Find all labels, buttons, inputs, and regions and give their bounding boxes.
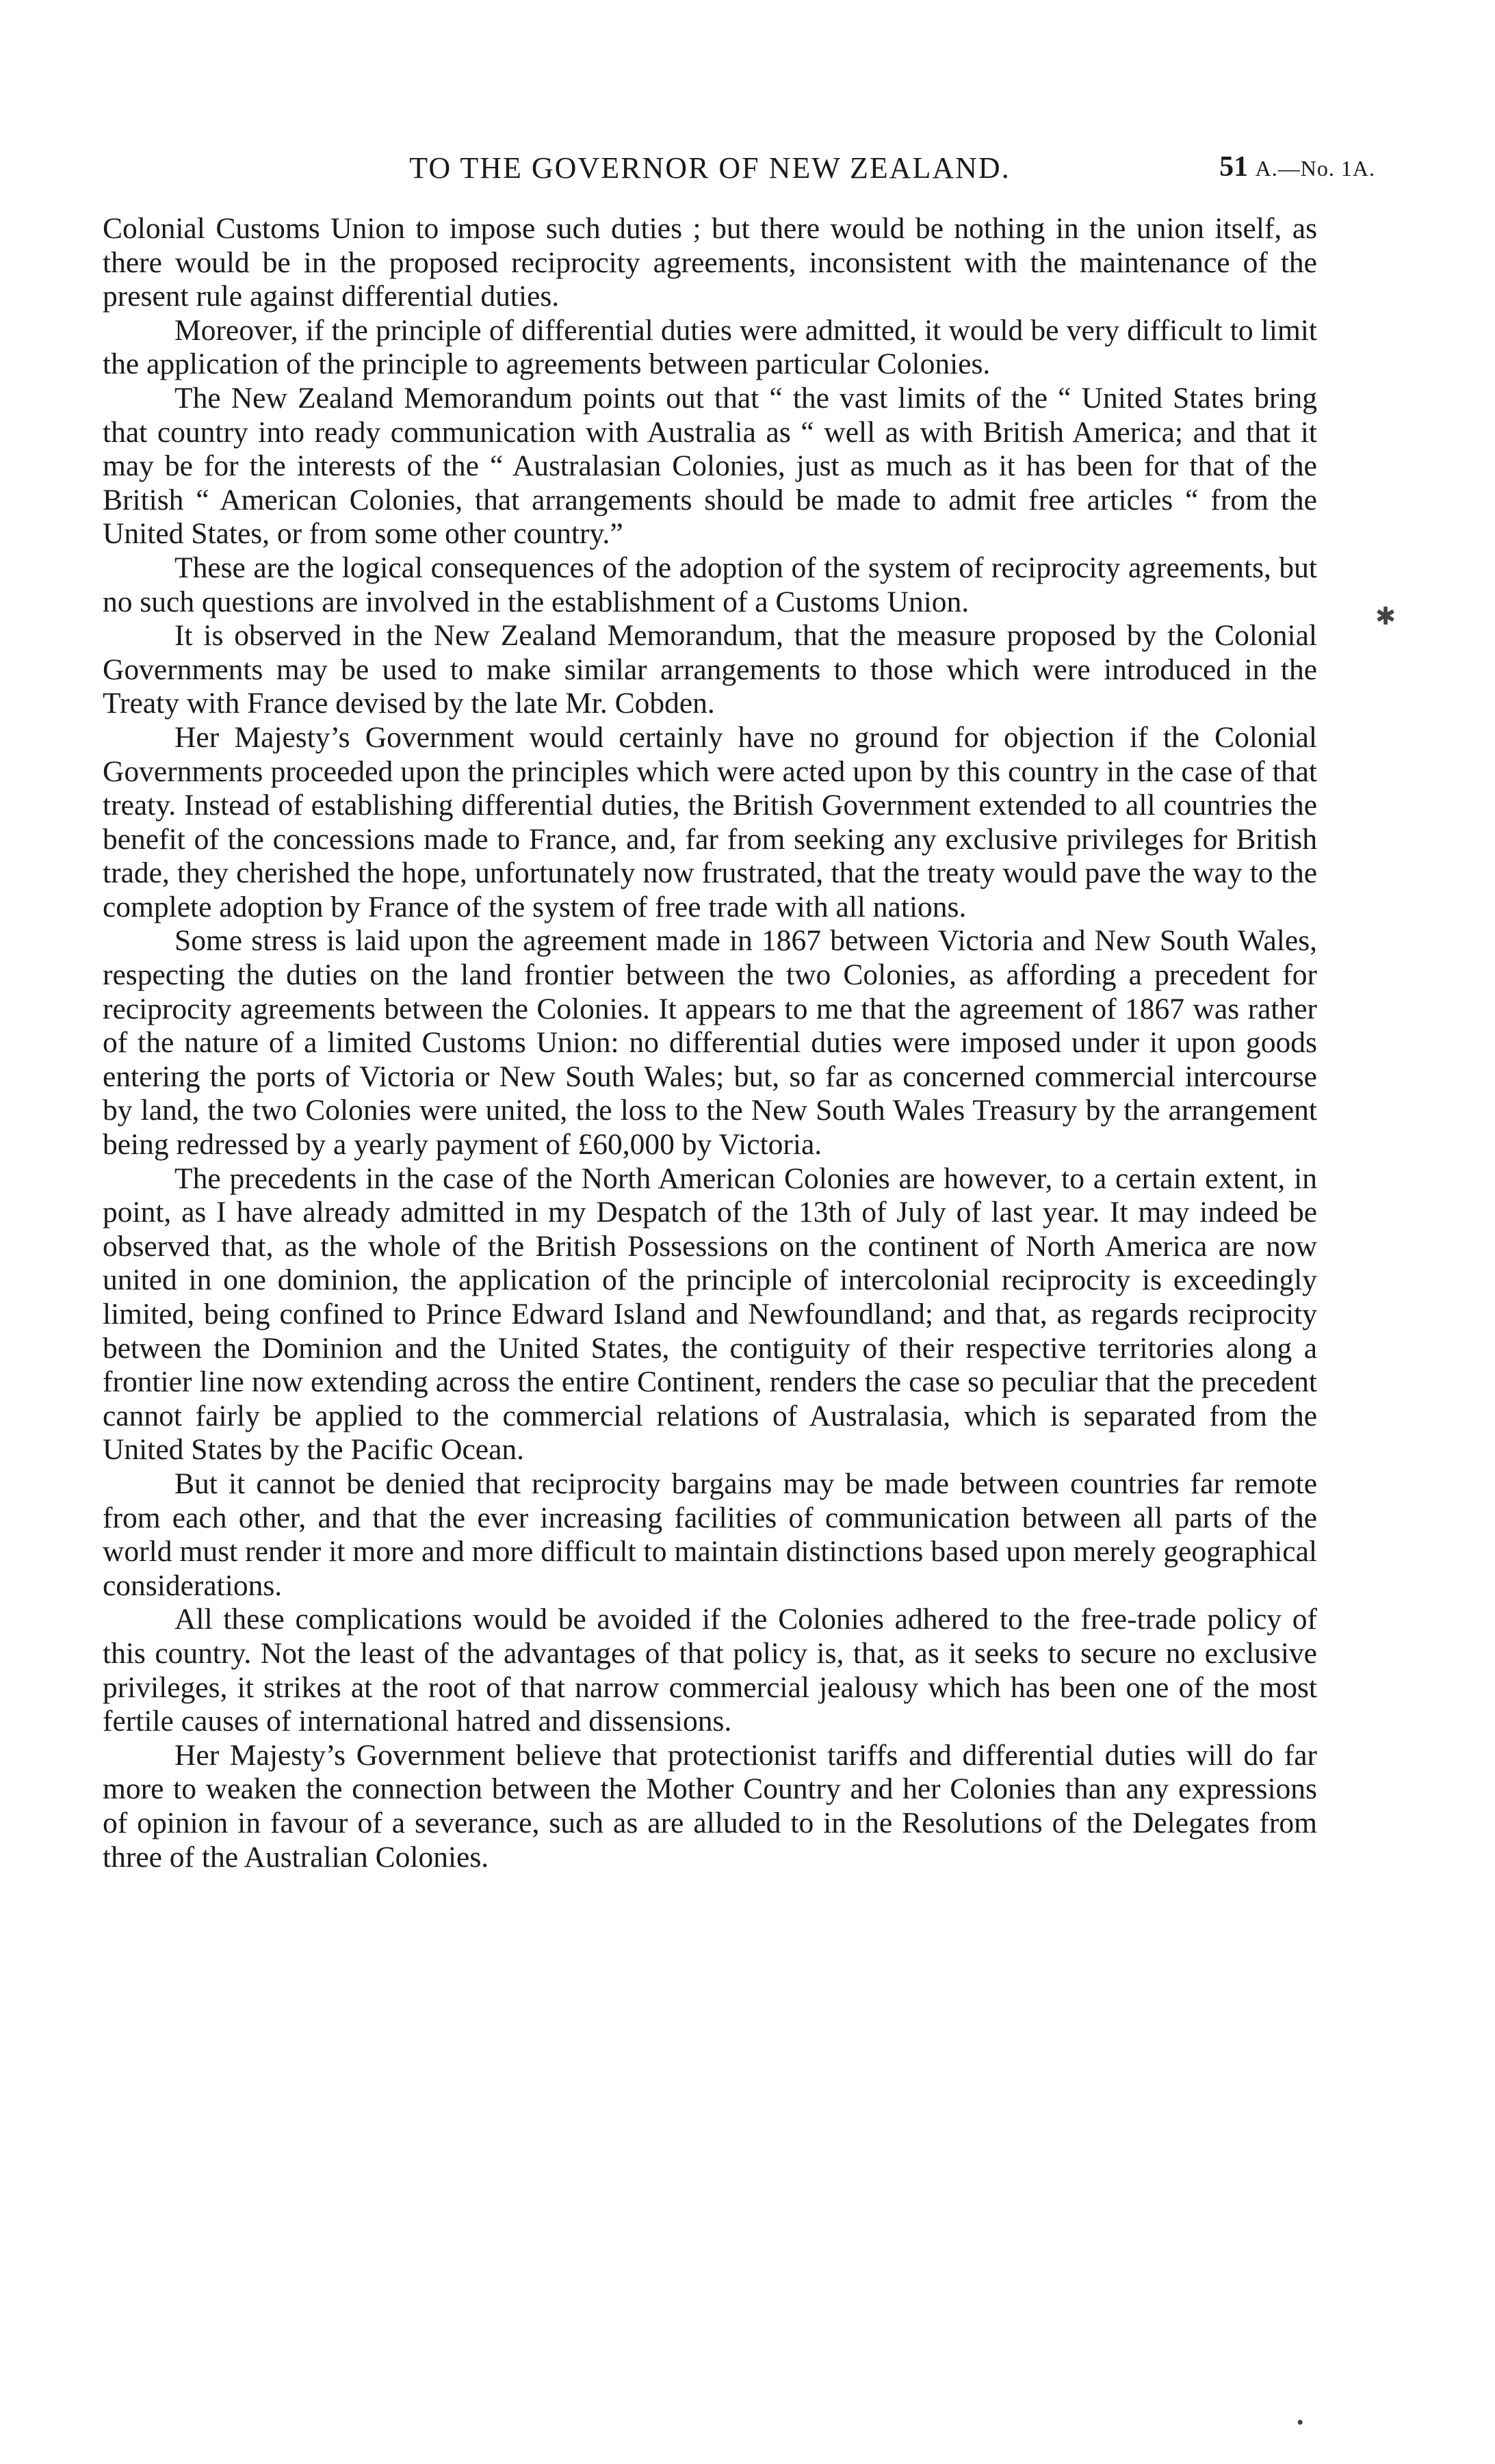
paragraph: Her Majesty’s Government believe that protectionist tariffs and differential duties will do far more to weaken the connection between the Mother Country and her Colonies than any expressions of opinion in favour of a severance, such as are alluded to in the Resolutions of the Delegates from three of the Australian Colonies.	[103, 1738, 1317, 1874]
page-reference	[1219, 150, 1375, 183]
paragraph: All these complications would be avoided if the Colonies adhered to the free-trade policy of this country. Not the least of the advantages of that policy is, that, as it seeks to secure no exclusive privileges, it strikes at the root of that narrow commercial jealousy which has been one of the most fertile causes of international hatred and dissensions.	[103, 1603, 1317, 1738]
paragraph: The New Zealand Memorandum points out that “ the vast limits of the “ United States bring that country into ready communication with Australia as “ well as with British America; and that it may be for the interests of the “ Australasian Colonies, just as much as it has been for that of the British “ American Colonies, that arrangements should be made to admit free articles “ from the United States, or from some other country.”	[103, 381, 1317, 551]
paragraph: It is observed in the New Zealand Memorandum, that the measure proposed by the Colonial Governments may be used to make similar arrangements to those which were introduced in the Treaty with France devised by the late Mr. Cobden.	[103, 619, 1317, 720]
page-number: 51	[1219, 151, 1249, 183]
page-header	[103, 137, 1375, 192]
paragraph: The precedents in the case of the North American Colonies are however, to a certain extent, in point, as I have already admitted in my Despatch of the 13th of July of last year. It may indeed be observed that, as the whole of the British Possessions on the continent of North America are now united in one dominion, the application of the principle of intercolonial reciprocity is exceedingly limited, being confined to Prince Edward Island and Newfoundland; and that, as regards reciprocity between the Dominion and the United States, the contiguity of their respective territories along a frontier line now extending across the entire Continent, renders the case so peculiar that the precedent cannot fairly be applied to the commercial relations of Australasia, which is separated from the United States by the Pacific Ocean.	[103, 1162, 1317, 1467]
running-title: TO THE GOVERNOR OF NEW ZEALAND.	[409, 151, 1011, 185]
paragraph: Moreover, if the principle of differential duties were admitted, it would be very difficult to limit the application of the principle to agreements between particular Colonies.	[103, 313, 1317, 381]
paragraph: But it cannot be denied that reciprocity bargains may be made between countries far remote from each other, and that the ever increasing facilities of communication between all parts of the world must render it more and more difficult to maintain distinctions based upon merely geographical considerations.	[103, 1467, 1317, 1602]
body-text	[103, 212, 1317, 1874]
page-content	[103, 137, 1375, 1874]
paper-reference: A.—No. 1A.	[1255, 156, 1375, 181]
paragraph: Her Majesty’s Government would certainly have no ground for objection if the Colonial Governments proceeded upon the principles which were acted upon by this country in the case of that treaty. Instead of establishing differential duties, the British Government extended to all countries the benefit of the concessions made to France, and, far from seeking any exclusive privileges for British trade, they cherished the hope, unfortunately now frustrated, that the treaty would pave the way to the complete adoption by France of the system of free trade with all nations.	[103, 720, 1317, 923]
margin-mark: ✱	[1375, 603, 1396, 630]
paragraph: Some stress is laid upon the agreement made in 1867 between Victoria and New South Wales, respecting the duties on the land frontier between the two Colonies, as affording a precedent for reciprocity agreements between the Colonies. It appears to me that the agreement of 1867 was rather of the nature of a limited Customs Union: no differential duties were imposed under it upon goods entering the ports of Victoria or New South Wales; but, so far as concerned commercial intercourse by land, the two Colonies were united, the loss to the New South Wales Treasury by the arrangement being redressed by a yearly payment of £60,000 by Victoria.	[103, 924, 1317, 1162]
paragraph: Colonial Customs Union to impose such duties ; but there would be nothing in the union itself, as there would be in the proposed reciprocity agreements, inconsistent with the maintenance of the present rule against differential duties.	[103, 212, 1317, 313]
paragraph: These are the logical consequences of the adoption of the system of reciprocity agreements, but no such questions are involved in the establishment of a Customs Union.	[103, 551, 1317, 618]
margin-dot: •	[1297, 2411, 1304, 2434]
